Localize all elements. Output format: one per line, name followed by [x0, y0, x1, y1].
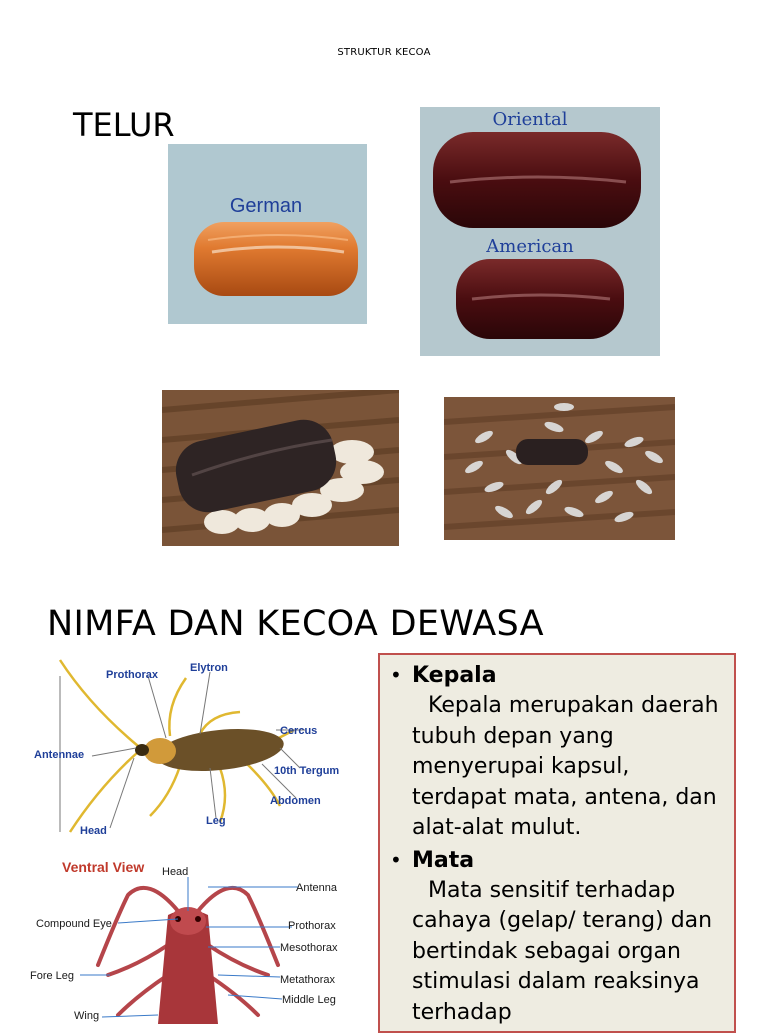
german-egg-photo	[168, 144, 367, 324]
german-label: German	[229, 195, 303, 217]
label-head: Head	[80, 825, 107, 837]
section-title-nimfa: NIMFA DAN KECOA DEWASA	[47, 604, 544, 644]
ventral-view-title: Ventral View	[62, 859, 145, 875]
label-leg: Leg	[206, 815, 226, 827]
bullet-item-mata	[386, 846, 726, 1029]
label-10th-tergum: 10th Tergum	[274, 765, 340, 777]
nymphs-around-egg-case-photo	[444, 397, 675, 540]
page-header-title: STRUKTUR KECOA	[337, 47, 431, 58]
cockroach-dorsal-diagram	[30, 656, 350, 844]
label-ventral-prothorax: Prothorax	[288, 920, 336, 932]
item-title-kepala: Kepala	[412, 663, 497, 688]
label-antenna: Antenna	[296, 882, 337, 894]
bullet-item-kepala	[386, 661, 726, 844]
item-body-mata: Mata sensitif terhadap cahaya (gelap/ terang) dan bertindak sebagai organ stimulasi dalam reaksinya terhadap	[412, 877, 713, 1025]
bullet-icon: •	[390, 847, 402, 872]
label-abdomen: Abdomen	[270, 795, 321, 807]
label-middle-leg: Middle Leg	[282, 994, 336, 1006]
bullet-icon: •	[390, 663, 402, 687]
section-title-telur: TELUR	[73, 106, 175, 144]
egg-case-hatching-photo	[162, 390, 399, 546]
label-prothorax: Prothorax	[106, 669, 158, 681]
item-body-kepala: Kepala merupakan daerah tubuh depan yang menyerupai kapsul, terdapat mata, antena, dan alat-alat mulut.	[412, 693, 719, 840]
label-elytron: Elytron	[190, 662, 228, 674]
label-ventral-head: Head	[162, 866, 189, 878]
oriental-label: Oriental	[492, 109, 568, 130]
cockroach-ventral-diagram	[28, 855, 350, 1024]
label-cercus: Cercus	[280, 725, 318, 737]
label-antennae: Antennae	[34, 749, 85, 761]
label-wing: Wing	[74, 1010, 100, 1022]
label-mesothorax: Mesothorax	[280, 942, 338, 954]
description-textbox	[378, 653, 736, 1033]
label-fore-leg: Fore Leg	[30, 970, 75, 982]
american-label: American	[486, 236, 574, 257]
label-compound-eye: Compound Eye	[36, 918, 112, 930]
item-title-mata: Mata	[412, 847, 475, 873]
oriental-american-eggs-photo	[420, 107, 660, 356]
label-metathorax: Metathorax	[280, 974, 336, 986]
